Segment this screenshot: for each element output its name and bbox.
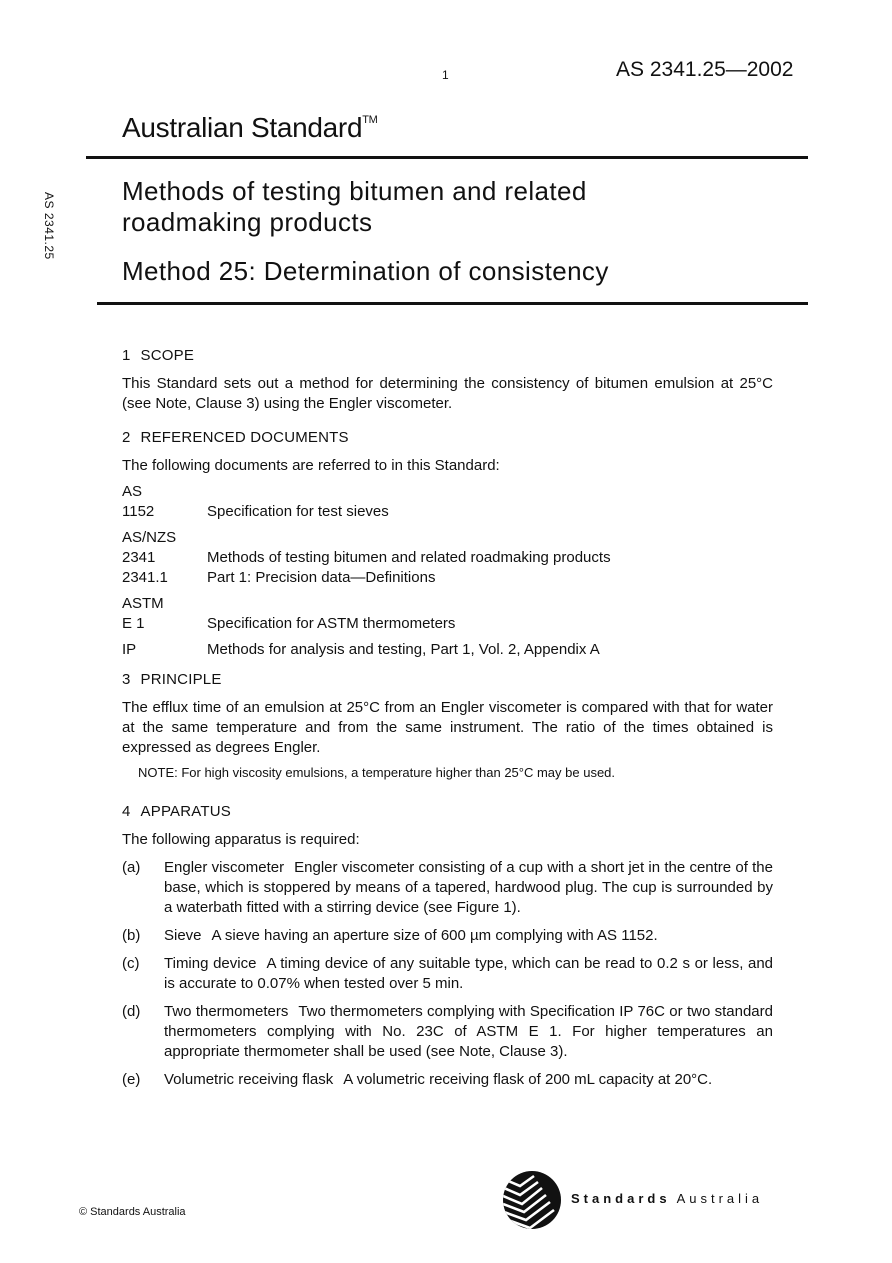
- list-body: [164, 954, 773, 994]
- title-rule: [97, 302, 808, 305]
- list-text: A sieve having an aperture size of 600 µm complying with AS 1152.: [211, 927, 658, 944]
- section-title: APPARATUS: [140, 803, 231, 820]
- scope-text: This Standard sets out a method for determining the consistency of bitumen emulsion at 25°C (see Note, Clause 3) using the Engler viscometer.: [122, 375, 773, 412]
- principle-note: NOTE: For high viscosity emulsions, a temperature higher than 25°C may be used.: [138, 765, 616, 780]
- ref-desc: Methods for analysis and testing, Part 1, Vol. 2, Appendix A: [207, 641, 600, 658]
- list-item: [122, 1070, 773, 1090]
- list-text: A timing device of any suitable type, which can be read to 0.2 s or less, and is accurate to 0.07% when tested over 5 min.: [164, 955, 774, 992]
- section-heading-principle: [122, 670, 773, 690]
- header-rule: [86, 156, 808, 159]
- section-number: 4: [122, 803, 131, 820]
- ref-prefix: AS: [122, 483, 143, 500]
- list-marker: (e): [122, 1071, 141, 1088]
- section-title: SCOPE: [140, 347, 195, 364]
- logo-word-bold: Standards: [571, 1191, 671, 1206]
- ref-code: 2341.1: [122, 569, 168, 586]
- list-marker: (a): [122, 859, 141, 876]
- ref-code: 1152: [122, 503, 155, 520]
- ref-group-as: [122, 482, 773, 522]
- refdocs-intro: The following documents are referred to in this Standard:: [122, 457, 500, 474]
- section-title: PRINCIPLE: [140, 671, 222, 688]
- ref-prefix: AS/NZS: [122, 529, 177, 546]
- ref-desc: Specification for test sieves: [207, 503, 389, 520]
- copyright-notice: © Standards Australia: [79, 1206, 186, 1218]
- list-text: Engler viscometer consisting of a cup with a short jet in the centre of the base, which is stoppered by means of a tapered, hardwood plug. The cup is surrounded by a waterbath fitted with a stirring device (see Figure 1).: [164, 859, 773, 916]
- brand-title: [122, 112, 378, 144]
- section-heading-refdocs: [122, 428, 773, 448]
- ref-desc: Part 1: Precision data—Definitions: [207, 569, 436, 586]
- list-marker: (d): [122, 1003, 141, 1020]
- ref-code: IP: [122, 641, 137, 658]
- list-term: Sieve: [164, 927, 202, 944]
- ref-row: [122, 502, 773, 522]
- section-title: REFERENCED DOCUMENTS: [140, 429, 349, 446]
- section-number: 2: [122, 429, 131, 446]
- list-body: [164, 926, 773, 946]
- trademark: TM: [362, 113, 378, 126]
- list-body: [164, 858, 773, 918]
- section-heading-apparatus: [122, 802, 773, 822]
- page-number: 1: [442, 68, 449, 82]
- list-term: Two thermometers: [164, 1003, 289, 1020]
- side-document-id: AS 2341.25: [42, 192, 56, 260]
- ref-row: [122, 614, 773, 634]
- standards-australia-globe-icon: [502, 1170, 562, 1230]
- section-number: 1: [122, 347, 131, 364]
- ref-prefix: ASTM: [122, 595, 164, 612]
- brand-name: Australian Standard: [122, 112, 363, 143]
- ref-row: [122, 640, 773, 660]
- list-item: [122, 926, 773, 946]
- ref-desc: Specification for ASTM thermometers: [207, 615, 456, 632]
- document-body: [122, 346, 773, 1098]
- ref-row: [122, 548, 773, 568]
- list-item: [122, 1002, 773, 1062]
- ref-group-ip: [122, 640, 773, 660]
- section-heading-scope: [122, 346, 773, 366]
- list-marker: (b): [122, 927, 141, 944]
- ref-row: [122, 568, 773, 588]
- method-title: Method 25: Determination of consistency: [122, 256, 609, 286]
- list-term: Engler viscometer: [164, 859, 285, 876]
- document-title: [122, 176, 742, 238]
- principle-text: The efflux time of an emulsion at 25°C from an Engler viscometer is compared with that for water at the same temperature and from the same instrument. The ratio of the times obtained is expressed as degrees Engler.: [122, 699, 773, 756]
- list-item: [122, 858, 773, 918]
- list-text: A volumetric receiving flask of 200 mL capacity at 20°C.: [343, 1071, 713, 1088]
- list-item: [122, 954, 773, 994]
- reference-list: [122, 482, 773, 660]
- title-line-1: Methods of testing bitumen and related: [122, 176, 587, 206]
- logo-word-regular: Australia: [676, 1191, 764, 1206]
- section-number: 3: [122, 671, 131, 688]
- list-body: [164, 1070, 773, 1090]
- ref-desc: Methods of testing bitumen and related roadmaking products: [207, 549, 611, 566]
- list-body: [164, 1002, 773, 1062]
- list-marker: (c): [122, 955, 140, 972]
- apparatus-intro: The following apparatus is required:: [122, 831, 360, 848]
- apparatus-list: [122, 858, 773, 1090]
- list-term: Timing device: [164, 955, 257, 972]
- title-line-2: roadmaking products: [122, 207, 373, 237]
- list-term: Volumetric receiving flask: [164, 1071, 334, 1088]
- ref-group-astm: [122, 594, 773, 634]
- ref-group-asnzs: [122, 528, 773, 588]
- ref-code: E 1: [122, 615, 145, 632]
- document-id: AS 2341.25—2002: [616, 58, 794, 81]
- list-text: Two thermometers complying with Specification IP 76C or two standard thermometers complying with No. 23C of ASTM E 1. For higher temperatures an appropriate thermometer shall be used (see Note, Clause 3).: [164, 1003, 773, 1060]
- standards-australia-logotype: [571, 1191, 763, 1206]
- ref-code: 2341: [122, 549, 156, 566]
